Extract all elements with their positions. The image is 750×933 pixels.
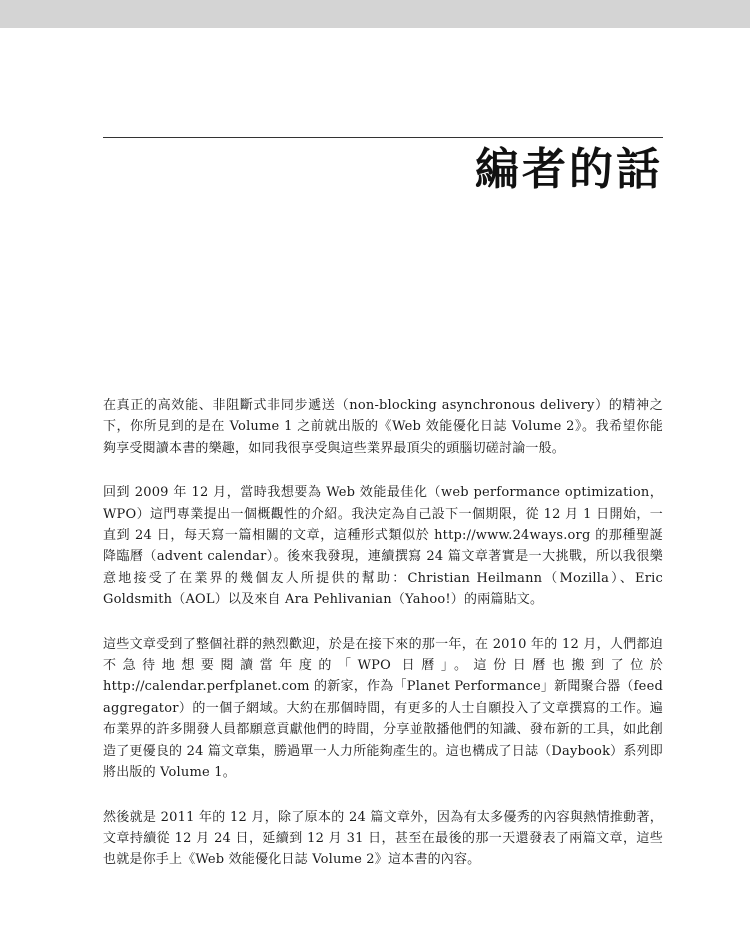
paragraph-1-text-1: 在真正的高效能、非阻斷式非同步遞送（non-blocking asynchronous delivery）的精神之下，你所見到的是在 Volume 1 之前就出版的《	[103, 398, 663, 435]
document-page	[0, 28, 750, 933]
paragraph-3-text-2: 的新家，作為「Planet Performance」新聞聚合器（feed aggregator）的一個子網域。大約在那個時間，有更多的人士自願投入了文章撰寫的工作。遍布業界的許多開發人員都願意貢獻他們的時間，分享並散播他們的知識、發布新的工具，如此創造了更優良的 24 篇文章集，勝過單一人力所能夠產生的。這也構成了日誌（Daybook）系列即將出版的 Volume 1。	[103, 679, 663, 781]
header-rule	[103, 137, 663, 138]
paragraph-2-link: http://www.24ways.org	[434, 528, 591, 544]
paragraph-1-book-title: Web 效能優化日誌 Volume 2	[392, 419, 575, 435]
paragraph-2-text-2: 的那種聖誕降臨曆（advent calendar）。後來我發現，連續撰寫 24 篇文章著實是一大挑戰，所以我很樂意地接受了在業界的幾個友人所提供的幫助：Christian Heilmann（Mozilla）、Eric Goldsmith（AOL）以及來自 Ara Pehlivanian（Yahoo!）的兩篇貼文。	[103, 528, 663, 608]
paragraph-4	[103, 807, 663, 871]
page-body	[103, 395, 663, 894]
top-toolbar-strip	[0, 0, 750, 28]
paragraph-1	[103, 395, 663, 459]
paragraph-2-text-1: 回到 2009 年 12 月，當時我想要為 Web 效能最佳化（web performance optimization，WPO）這門專業提出一個概觀性的介紹。我決定為自己設下一個期限，從 12 月 1 日開始，一直到 24 日，每天寫一篇相關的文章，這種形式類似於	[103, 485, 663, 544]
paragraph-4-book-title: Web 效能優化日誌 Volume 2	[195, 852, 375, 868]
paragraph-4-text-1: 然後就是 2011 年的 12 月，除了原本的 24 篇文章外，因為有太多優秀的內容與熱情推動著，文章持續從 12 月 24 日，延續到 12 月 31 日，甚至在最後的那一天還發表了兩篇文章，這些也就是你手上《	[103, 809, 663, 868]
paragraph-2	[103, 482, 663, 610]
paragraph-1-text-2: 》。我希望你能夠享受閱讀本書的樂趣，如同我很享受與這些業界最頂尖的頭腦切磋討論一般。	[103, 419, 663, 456]
paragraph-3-link: http://calendar.perfplanet.com	[103, 679, 310, 695]
paragraph-3-text-1: 這些文章受到了整個社群的熱烈歡迎，於是在接下來的那一年，在 2010 年的 12 月，人們都迫不急待地想要閱讀當年度的「WPO 日曆」。這份日曆也搬到了位於	[103, 636, 663, 674]
page-title: 編者的話	[475, 144, 663, 195]
paragraph-3	[103, 634, 663, 784]
paragraph-4-text-2: 》這本書的內容。	[374, 852, 481, 868]
